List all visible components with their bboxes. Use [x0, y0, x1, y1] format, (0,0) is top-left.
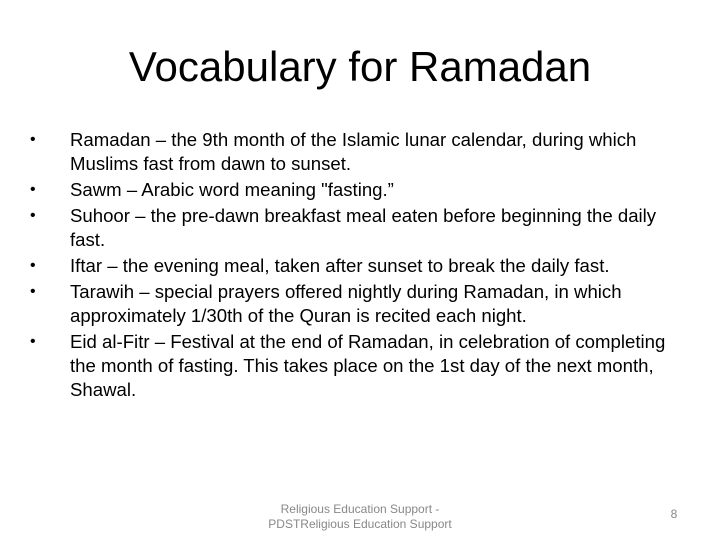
- list-item-text: Suhoor – the pre-dawn breakfast meal eaten before beginning the daily fast.: [70, 205, 657, 250]
- list-item-text: Eid al-Fitr – Festival at the end of Ramadan, in celebration of completing the month of fasting. This takes place on the 1st day of the next month, Shawal.: [70, 331, 666, 400]
- list-item-suhoor: [30, 204, 695, 252]
- slide-footer: Religious Education Support - PDSTReligious Education Support: [268, 502, 452, 531]
- bullet-icon: •: [30, 257, 36, 274]
- list-item-text: Sawm – Arabic word meaning "fasting.”: [70, 179, 394, 200]
- list-item-text: Ramadan – the 9th month of the Islamic lunar calendar, during which Muslims fast from dawn to sunset.: [70, 129, 637, 174]
- list-item-eid-al-fitr: [30, 330, 695, 402]
- list-item-ramadan: [30, 128, 695, 176]
- slide-number: 8: [670, 507, 678, 521]
- bullet-icon: •: [30, 181, 36, 198]
- list-item-sawm: [30, 178, 695, 202]
- list-item-iftar: [30, 254, 695, 278]
- list-item-text: Tarawih – special prayers offered nightly during Ramadan, in which approximately 1/30th of the Quran is recited each night.: [70, 281, 622, 326]
- bullet-icon: •: [30, 283, 36, 300]
- vocabulary-list: [30, 128, 695, 404]
- bullet-icon: •: [30, 333, 36, 350]
- slide-title: Vocabulary for Ramadan: [128, 43, 592, 90]
- bullet-icon: •: [30, 131, 36, 148]
- list-item-tarawih: [30, 280, 695, 328]
- list-item-text: Iftar – the evening meal, taken after sunset to break the daily fast.: [70, 255, 610, 276]
- bullet-icon: •: [30, 207, 36, 224]
